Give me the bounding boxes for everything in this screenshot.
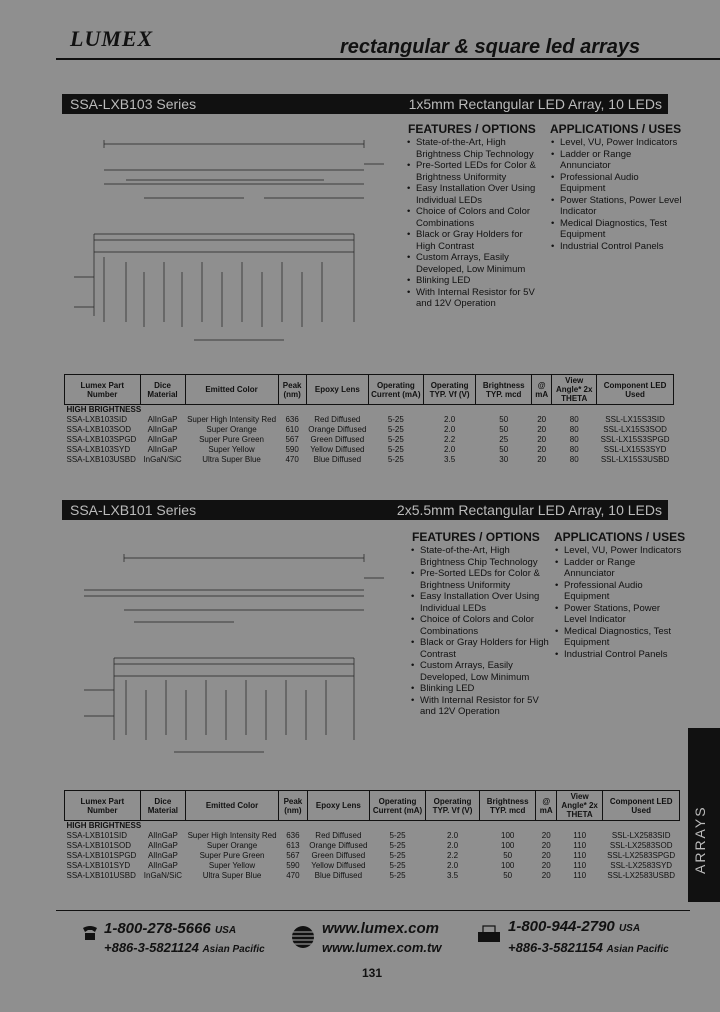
features-heading: FEATURES / OPTIONS xyxy=(412,530,540,544)
cell: 5-25 xyxy=(389,871,406,880)
cell: Super High Intensity Red xyxy=(187,831,277,840)
cell: 567 xyxy=(286,851,300,860)
cell: 613 xyxy=(286,841,300,850)
page-number: 131 xyxy=(362,966,383,980)
list-item: • Level, VU, Power Indicators xyxy=(554,545,684,557)
cell: SSL-LX2583SID xyxy=(611,831,671,840)
section-bar-lxb103 xyxy=(62,94,668,114)
fax-icon xyxy=(476,924,502,944)
col-header: Component LED Used xyxy=(603,791,680,821)
fax-number: +886-3-5821154 xyxy=(508,940,603,955)
list-item: • Easy Installation Over Using Individual LEDs xyxy=(410,591,550,614)
col-header: Component LED Used xyxy=(597,375,674,405)
cell: SSL-LX15S3SOD xyxy=(603,425,667,434)
phone-asia xyxy=(104,940,265,955)
cell: Green Diffused xyxy=(311,851,366,860)
list-item: • Power Stations, Power Level Indicator xyxy=(554,603,684,626)
cell: SSL-LX15S3SPGD xyxy=(600,435,670,444)
cell: AlInGaP xyxy=(147,841,178,850)
col-header: Epoxy Lens xyxy=(307,791,369,821)
cell: SSL-LX2583SPGD xyxy=(607,851,676,860)
cell: InGaN/SiC xyxy=(143,871,182,880)
cell: Super Pure Green xyxy=(199,435,265,444)
cell: Super Pure Green xyxy=(199,851,265,860)
cell: Red Diffused xyxy=(314,415,361,424)
cell: 80 xyxy=(569,425,579,434)
applications-list xyxy=(550,137,682,252)
cell: Super High Intensity Red xyxy=(187,415,277,424)
cell: 2.0 xyxy=(446,831,459,840)
col-header: Operating Current (mA) xyxy=(368,375,423,405)
list-item: • Blinking LED xyxy=(410,683,550,695)
cell: 2.2 xyxy=(444,435,456,444)
cell: 3.5 xyxy=(444,455,456,464)
cell: Ultra Super Blue xyxy=(202,871,262,880)
cell: 20 xyxy=(537,445,547,454)
cell: 5-25 xyxy=(387,425,404,434)
features-list xyxy=(410,545,550,718)
list-item: • Pre-Sorted LEDs for Color & Brightness Uniformity xyxy=(406,160,544,183)
cell: 470 xyxy=(286,871,300,880)
col-header: Operating TYP. Vf (V) xyxy=(426,791,480,821)
cell: 567 xyxy=(285,435,299,444)
cell: 2.0 xyxy=(446,841,459,850)
col-header: @ mA xyxy=(536,791,557,821)
phone-icon xyxy=(80,924,100,942)
cell: 5-25 xyxy=(387,445,404,454)
spec-table-lxb101 xyxy=(64,790,680,881)
website-link[interactable]: www.lumex.com xyxy=(322,920,439,937)
cell: 5-25 xyxy=(389,831,406,840)
list-item: • Industrial Control Panels xyxy=(550,241,682,253)
cell: SSL-LX15S3SID xyxy=(605,415,665,424)
cell: 110 xyxy=(573,871,587,880)
website-link-tw[interactable]: www.lumex.com.tw xyxy=(322,940,442,955)
series-description: 1x5mm Rectangular LED Array, 10 LEDs xyxy=(408,96,662,112)
col-header: @ mA xyxy=(532,375,552,405)
cell: Blue Diffused xyxy=(314,871,363,880)
cell: AlInGaP xyxy=(147,851,178,860)
series-title: SSA-LXB103 Series xyxy=(70,96,197,112)
cell: 5-25 xyxy=(387,455,404,464)
cell: 2.0 xyxy=(446,861,459,870)
cell: Blue Diffused xyxy=(313,455,362,464)
cell: 20 xyxy=(537,435,547,444)
list-item: • State-of-the-Art, High Brightness Chip Technology xyxy=(410,545,550,568)
cell: SSL-LX2583SYD xyxy=(610,861,673,870)
cell: Super Orange xyxy=(206,425,257,434)
phone-region: USA xyxy=(214,925,237,936)
list-item: • Pre-Sorted LEDs for Color & Brightness Uniformity xyxy=(410,568,550,591)
cell: 20 xyxy=(537,455,547,464)
group-label: HIGH BRIGHTNESS xyxy=(66,405,142,414)
page-title: rectangular & square led arrays xyxy=(340,36,641,58)
list-item: • Black or Gray Holders for High Contrast xyxy=(410,637,550,660)
cell: 5-25 xyxy=(389,861,406,870)
series-description: 2x5.5mm Rectangular LED Array, 10 LEDs xyxy=(396,502,662,518)
col-header: Peak (nm) xyxy=(278,375,306,405)
col-header: Emitted Color xyxy=(185,375,278,405)
cell: SSA-LXB101USBD xyxy=(66,871,136,880)
cell: SSA-LXB103SYD xyxy=(66,445,131,454)
cell: SSA-LXB101SOD xyxy=(66,841,131,850)
cell: 25 xyxy=(499,435,509,444)
cell: 20 xyxy=(541,851,551,860)
list-item: • Choice of Colors and Color Combinations xyxy=(406,206,544,229)
list-item: • With Internal Resistor for 5V and 12V Operation xyxy=(410,695,550,718)
cell: SSA-LXB103SPGD xyxy=(66,435,137,444)
fax-asia xyxy=(508,940,669,955)
cell: 80 xyxy=(569,445,579,454)
cell: Yellow Diffused xyxy=(310,445,365,454)
list-item: • Custom Arrays, Easily Developed, Low Minimum xyxy=(406,252,544,275)
phone-region: Asian Pacific xyxy=(202,944,265,955)
cell: 50 xyxy=(503,851,513,860)
group-label: HIGH BRIGHTNESS xyxy=(66,821,142,830)
cell: SSA-LXB101SID xyxy=(66,831,127,840)
list-item: • Easy Installation Over Using Individual LEDs xyxy=(406,183,544,206)
cell: AlInGaP xyxy=(147,445,178,454)
cell: 50 xyxy=(499,415,509,424)
list-item: • State-of-the-Art, High Brightness Chip Technology xyxy=(406,137,544,160)
col-header: View Angle* 2x THETA xyxy=(552,375,597,405)
fax-region: USA xyxy=(618,923,641,934)
list-item: • Professional Audio Equipment xyxy=(554,580,684,603)
cell: 20 xyxy=(541,871,551,880)
cell: 636 xyxy=(285,415,299,424)
cell: SSA-LXB101SPGD xyxy=(66,851,137,860)
col-header: Lumex Part Number xyxy=(65,791,141,821)
fax-region: Asian Pacific xyxy=(606,944,669,955)
cell: 2.0 xyxy=(444,445,456,454)
list-item: • Professional Audio Equipment xyxy=(550,172,682,195)
table-row xyxy=(65,415,674,425)
cell: AlInGaP xyxy=(147,861,178,870)
side-tab-arrays xyxy=(688,728,720,902)
cell: 2.0 xyxy=(444,425,456,434)
cell: 20 xyxy=(541,861,551,870)
cell: Yellow Diffused xyxy=(311,861,366,870)
cell: 2.0 xyxy=(444,415,456,424)
table-row xyxy=(65,871,680,881)
cell: AlInGaP xyxy=(147,415,178,424)
col-header: Dice Material xyxy=(140,791,185,821)
cell: Super Yellow xyxy=(208,445,255,454)
phone-number: 1-800-278-5666 xyxy=(104,920,211,937)
col-header: Peak (nm) xyxy=(279,791,308,821)
applications-heading: APPLICATIONS / USES xyxy=(554,530,686,544)
cell: Super Yellow xyxy=(208,861,256,870)
globe-icon xyxy=(290,924,316,950)
cell: 610 xyxy=(285,425,299,434)
cell: 50 xyxy=(499,425,509,434)
cell: 20 xyxy=(537,415,547,424)
list-item: • Black or Gray Holders for High Contrast xyxy=(406,229,544,252)
list-item: • Power Stations, Power Level Indicator xyxy=(550,195,682,218)
list-item: • Custom Arrays, Easily Developed, Low Minimum xyxy=(410,660,550,683)
table-row xyxy=(65,831,680,841)
col-header: Brightness TYP. mcd xyxy=(476,375,532,405)
col-header: Dice Material xyxy=(140,375,185,405)
cell: 636 xyxy=(286,831,300,840)
cell: SSA-LXB103SOD xyxy=(66,425,131,434)
cell: 100 xyxy=(501,831,515,840)
cell: 590 xyxy=(285,445,299,454)
cell: 590 xyxy=(286,861,300,870)
section-bar-lxb101 xyxy=(62,500,668,520)
cell: 110 xyxy=(573,861,587,870)
cell: 20 xyxy=(537,425,547,434)
cell: AlInGaP xyxy=(147,831,178,840)
cell: SSL-LX2583USBD xyxy=(607,871,675,880)
cell: 20 xyxy=(541,841,551,850)
col-header: Operating TYP. Vf (V) xyxy=(423,375,476,405)
cell: AlInGaP xyxy=(147,425,178,434)
fax-number: 1-800-944-2790 xyxy=(508,918,615,935)
cell: 80 xyxy=(569,435,579,444)
col-header: Lumex Part Number xyxy=(65,375,141,405)
features-list xyxy=(406,137,544,310)
cell: 110 xyxy=(573,851,587,860)
list-item: • Level, VU, Power Indicators xyxy=(550,137,682,149)
table-row xyxy=(65,455,674,465)
cell: 20 xyxy=(541,831,551,840)
cell: 470 xyxy=(285,455,299,464)
cell: 30 xyxy=(499,455,509,464)
cell: 110 xyxy=(573,831,587,840)
cell: AlInGaP xyxy=(147,435,178,444)
col-header: View Angle* 2x THETA xyxy=(556,791,602,821)
cell: 5-25 xyxy=(389,851,406,860)
applications-heading: APPLICATIONS / USES xyxy=(550,122,682,136)
dimension-drawing-lxb101 xyxy=(64,530,394,768)
list-item: • Choice of Colors and Color Combinations xyxy=(410,614,550,637)
spec-table-lxb103 xyxy=(64,374,674,465)
table-row xyxy=(65,425,674,435)
col-header: Operating Current (mA) xyxy=(369,791,425,821)
cell: SSL-LX15S3SYD xyxy=(603,445,667,454)
col-header: Emitted Color xyxy=(186,791,279,821)
list-item: • With Internal Resistor for 5V and 12V Operation xyxy=(406,287,544,310)
dimension-drawing-lxb103 xyxy=(64,122,394,360)
list-item: • Ladder or Range Annunciator xyxy=(550,149,682,172)
cell: Super Orange xyxy=(206,841,258,850)
list-item: • Ladder or Range Annunciator xyxy=(554,557,684,580)
table-row xyxy=(65,435,674,445)
fax-usa xyxy=(508,918,640,935)
cell: Ultra Super Blue xyxy=(202,455,261,464)
applications-list xyxy=(554,545,684,660)
cell: SSA-LXB103SID xyxy=(66,415,127,424)
cell: 50 xyxy=(503,871,513,880)
table-row xyxy=(65,851,680,861)
cell: 5-25 xyxy=(387,435,404,444)
cell: SSA-LXB101SYD xyxy=(66,861,131,870)
lumex-logo: LUMEX xyxy=(70,26,154,51)
footer-rule xyxy=(56,910,690,911)
list-item: • Medical Diagnostics, Test Equipment xyxy=(550,218,682,241)
list-item: • Blinking LED xyxy=(406,275,544,287)
cell: SSL-LX15S3USBD xyxy=(600,455,670,464)
table-row xyxy=(65,445,674,455)
cell: 5-25 xyxy=(389,841,406,850)
cell: Green Diffused xyxy=(310,435,365,444)
table-row xyxy=(65,861,680,871)
cell: Orange Diffused xyxy=(309,841,368,850)
cell: 3.5 xyxy=(446,871,459,880)
cell: 80 xyxy=(569,455,579,464)
cell: 2.2 xyxy=(446,851,459,860)
phone-number: +886-3-5821124 xyxy=(104,940,199,955)
features-heading: FEATURES / OPTIONS xyxy=(408,122,536,136)
cell: SSA-LXB103USBD xyxy=(66,455,136,464)
series-title: SSA-LXB101 Series xyxy=(70,502,197,518)
cell: 5-25 xyxy=(387,415,404,424)
list-item: • Industrial Control Panels xyxy=(554,649,684,661)
cell: 50 xyxy=(499,445,509,454)
col-header: Brightness TYP. mcd xyxy=(479,791,536,821)
cell: 100 xyxy=(501,841,515,850)
table-row xyxy=(65,841,680,851)
cell: 80 xyxy=(569,415,579,424)
cell: 110 xyxy=(573,841,587,850)
list-item: • Medical Diagnostics, Test Equipment xyxy=(554,626,684,649)
side-tab-label: ARRAYS xyxy=(692,805,708,874)
cell: SSL-LX2583SOD xyxy=(609,841,673,850)
cell: 100 xyxy=(501,861,515,870)
cell: Red Diffused xyxy=(315,831,362,840)
cell: Orange Diffused xyxy=(308,425,367,434)
col-header: Epoxy Lens xyxy=(306,375,368,405)
phone-usa xyxy=(104,920,236,937)
cell: InGaN/SiC xyxy=(143,455,182,464)
